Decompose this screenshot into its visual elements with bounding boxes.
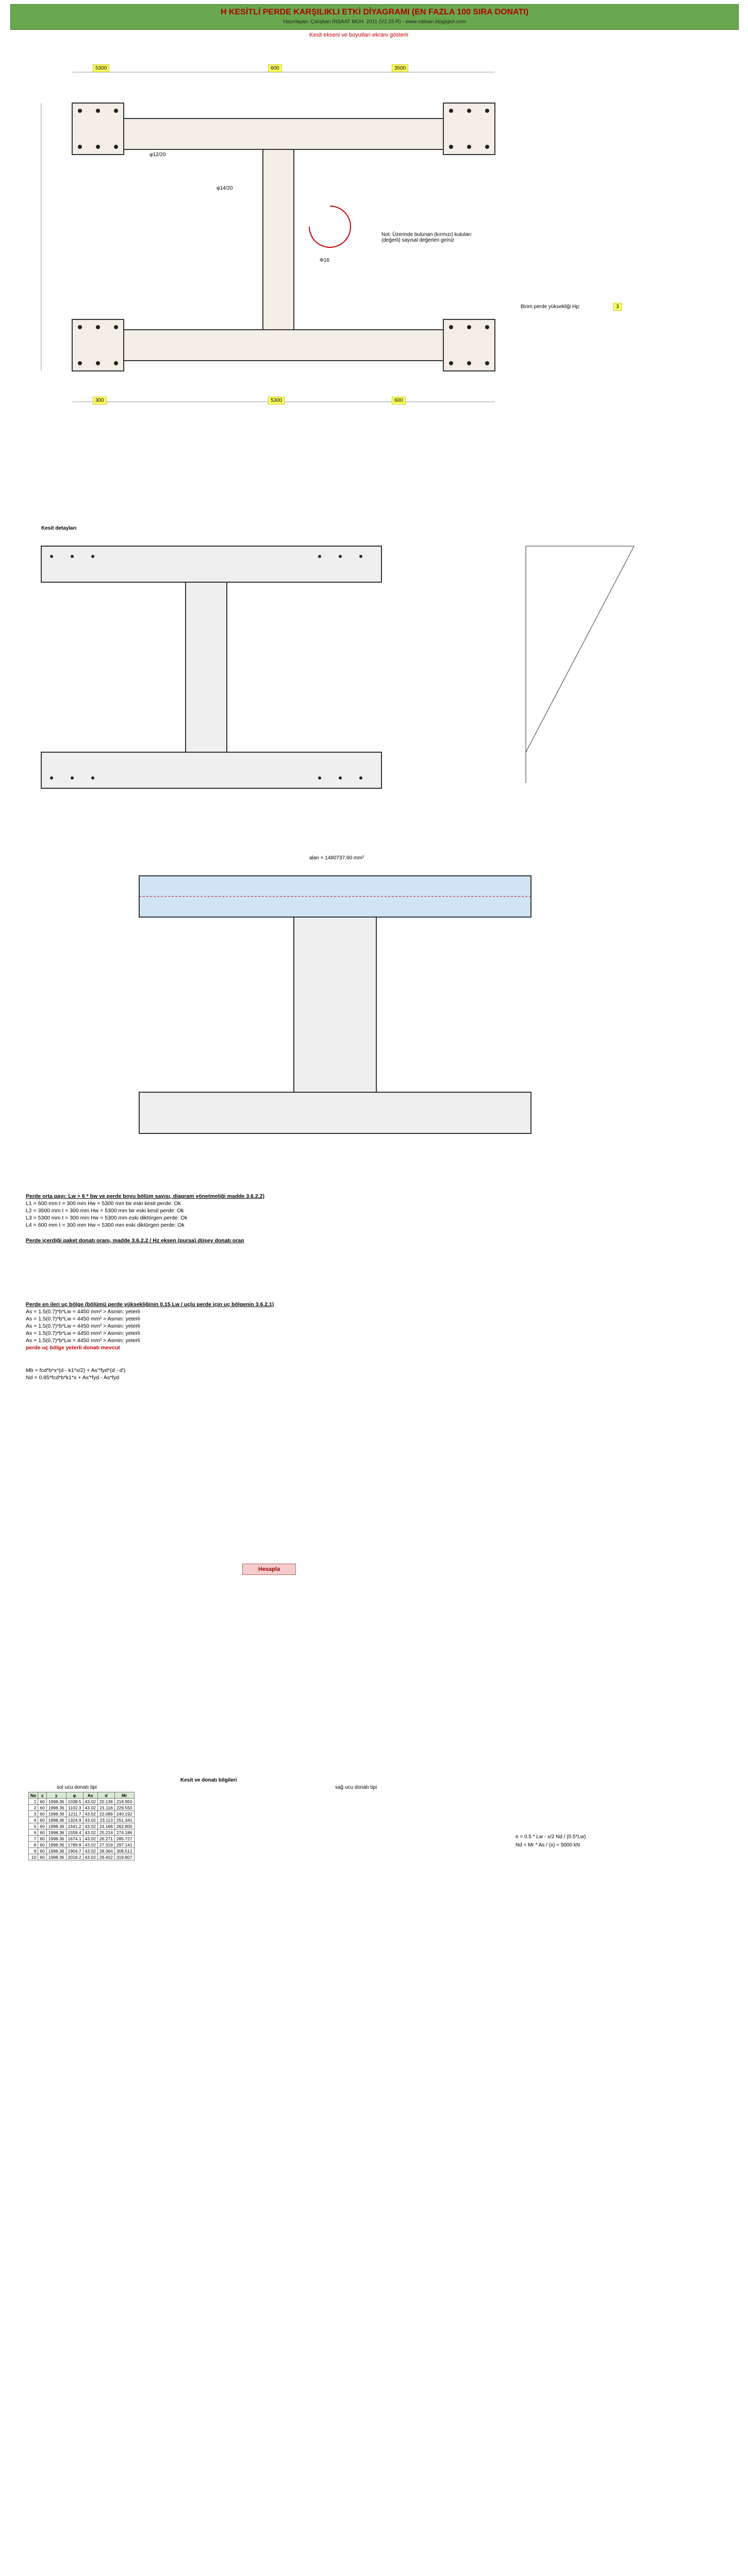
table-row bbox=[29, 1805, 135, 1811]
table-right-title: sağ ucu donatı tipi bbox=[335, 1785, 377, 1790]
table-cell: 28.364 bbox=[97, 1848, 114, 1854]
table-cell: 1441.2 bbox=[66, 1823, 83, 1829]
calc-warning: perde uç bölge yeterli donatı mevcut bbox=[26, 1345, 120, 1351]
table-cell: 1998.36 bbox=[46, 1817, 66, 1823]
table-cell: 25.214 bbox=[97, 1829, 114, 1836]
table-cell: 229.550 bbox=[114, 1805, 134, 1811]
main-table-header: d bbox=[97, 1792, 114, 1799]
table-cell: 43.02 bbox=[83, 1805, 97, 1811]
table-cell: 60 bbox=[38, 1842, 46, 1848]
dim-label-6[interactable]: 600 bbox=[392, 397, 406, 404]
calc-row-1: As = 1.5(0.7)*b*Lw = 4450 mm² > Asmin: yeterli bbox=[26, 1309, 140, 1315]
table-cell: 1998.36 bbox=[46, 1854, 66, 1860]
table-cell: 1998.36 bbox=[46, 1823, 66, 1829]
table-cell: 1 bbox=[29, 1799, 38, 1805]
table-cell: 1102.3 bbox=[66, 1805, 83, 1811]
formula-2: Nd = 0.85*fcd*b*k1*x + As'*fyd - As*fyd bbox=[26, 1375, 120, 1381]
table-cell: 43.02 bbox=[83, 1848, 97, 1854]
page-title: H KESİTLİ PERDE KARŞILIKLI ETKİ DİYAGRAMI (EN FAZLA 100 SIRA DONATI) bbox=[220, 8, 529, 16]
right-calc-1: e = 0.5 * Lw - x/2 Nd / (0.5*Lw) bbox=[516, 1834, 586, 1840]
table-cell: 21.116 bbox=[97, 1805, 114, 1811]
table-cell: 43.02 bbox=[83, 1829, 97, 1836]
table-cell: 60 bbox=[38, 1799, 46, 1805]
calc-row-2: As = 1.5(0.7)*b*Lw = 4450 mm² > Asmin: yeterli bbox=[26, 1316, 140, 1322]
table-cell: 1211.7 bbox=[66, 1811, 83, 1817]
table-cell: 29.402 bbox=[97, 1854, 114, 1860]
title-banner bbox=[10, 4, 739, 30]
table-cell: 26.271 bbox=[97, 1836, 114, 1842]
table-left-title: sol ucu donatı tipi bbox=[57, 1785, 97, 1790]
table-cell: 7 bbox=[29, 1836, 38, 1842]
table-row bbox=[29, 1823, 135, 1829]
table-cell: 20.136 bbox=[97, 1799, 114, 1805]
table-cell: 23.113 bbox=[97, 1817, 114, 1823]
table-cell: 2018.2 bbox=[66, 1854, 83, 1860]
table-row bbox=[29, 1842, 135, 1848]
dim-label-1[interactable]: 5300 bbox=[93, 64, 109, 72]
right-calc-2: Nd = Mr * As / (x) = 5000 kN bbox=[516, 1842, 580, 1848]
main-table-header: As bbox=[83, 1792, 97, 1799]
table-cell: 1038.5 bbox=[66, 1799, 83, 1805]
table-main-title: Kesit ve donatı bilgileri bbox=[180, 1777, 237, 1783]
table-cell: 43.02 bbox=[83, 1836, 97, 1842]
table-row bbox=[29, 1836, 135, 1842]
table-cell: 43.02 bbox=[83, 1854, 97, 1860]
main-table-header: No bbox=[29, 1792, 38, 1799]
calc-line-3: L3 = 5300 mm t = 300 mm Hw = 5300 mm eski diktörgen perde: Ok bbox=[26, 1215, 188, 1221]
table-row bbox=[29, 1811, 135, 1817]
area-label: alan = 1480737.60 mm² bbox=[309, 855, 364, 861]
table-cell: 60 bbox=[38, 1829, 46, 1836]
table-cell: 3 bbox=[29, 1811, 38, 1817]
table-row bbox=[29, 1799, 135, 1805]
calc-line-4: L4 = 600 mm t = 300 mm Hw = 5300 mm eski diktörgen perde: Ok bbox=[26, 1222, 185, 1228]
dim-label-2[interactable]: 600 bbox=[268, 64, 282, 72]
table-cell: 2 bbox=[29, 1805, 38, 1811]
rebar-label-1: φ12/20 bbox=[149, 152, 166, 158]
main-table-header: φ bbox=[66, 1792, 83, 1799]
table-cell: 1998.36 bbox=[46, 1829, 66, 1836]
table-row bbox=[29, 1817, 135, 1823]
table-cell: 1998.36 bbox=[46, 1811, 66, 1817]
table-cell: 262.800 bbox=[114, 1823, 134, 1829]
table-cell: 60 bbox=[38, 1836, 46, 1842]
table-cell: 1789.8 bbox=[66, 1842, 83, 1848]
table-cell: 10 bbox=[29, 1854, 38, 1860]
calc-row-3: As = 1.5(0.7)*b*Lw = 4450 mm² > Asmin: yeterli bbox=[26, 1323, 140, 1329]
table-cell: 22.089 bbox=[97, 1811, 114, 1817]
plan-top-note: Kesit ekseni ve boyutları ekranı gösterir bbox=[309, 32, 409, 38]
section-title: Kesit detayları bbox=[41, 526, 77, 531]
table-cell: 60 bbox=[38, 1817, 46, 1823]
table-cell: 1998.36 bbox=[46, 1836, 66, 1842]
table-cell: 1558.4 bbox=[66, 1829, 83, 1836]
table-cell: 251.341 bbox=[114, 1817, 134, 1823]
table-cell: 43.02 bbox=[83, 1799, 97, 1805]
table-cell: 274.186 bbox=[114, 1829, 134, 1836]
main-table-header: y bbox=[46, 1792, 66, 1799]
table-cell: 8 bbox=[29, 1842, 38, 1848]
formula-1: Mb = fcd*b*x*(d - k1*x/2) + As'*fyd*(d - d') bbox=[26, 1367, 126, 1374]
main-data-table bbox=[28, 1792, 135, 1860]
calc-row-5: As = 1.5(0.7)*b*Lw = 4450 mm² > Asmin: yeterli bbox=[26, 1337, 140, 1344]
side-note: Not: Üzerinde bulunan (kırmızı) kutuları (değerli) sayısal değerleri giriniz bbox=[381, 232, 472, 243]
table-cell: 240.192 bbox=[114, 1811, 134, 1817]
table-cell: 1998.36 bbox=[46, 1848, 66, 1854]
table-cell: 60 bbox=[38, 1805, 46, 1811]
table-cell: 60 bbox=[38, 1811, 46, 1817]
calc-row-4: As = 1.5(0.7)*b*Lw = 4450 mm² > Asmin: yeterli bbox=[26, 1330, 140, 1336]
side-note-2: Birim perde yüksekliği Hp: bbox=[521, 304, 580, 310]
table-cell: 297.141 bbox=[114, 1842, 134, 1848]
table-cell: 308.512 bbox=[114, 1848, 134, 1854]
table-cell: 43.02 bbox=[83, 1817, 97, 1823]
calc-heading-2: Perde içerdiği paket donatı oranı, madde 3.6.2.2 / Hz eksen (pursa) düşey donatı oran bbox=[26, 1238, 244, 1244]
table-cell: 6 bbox=[29, 1829, 38, 1836]
full-section-drawing bbox=[129, 866, 541, 1175]
dim-label-4[interactable]: 300 bbox=[93, 397, 107, 404]
dim-label-3[interactable]: 3500 bbox=[392, 64, 408, 72]
table-cell: 43.02 bbox=[83, 1823, 97, 1829]
table-cell: 1904.7 bbox=[66, 1848, 83, 1854]
table-cell: 43.02 bbox=[83, 1842, 97, 1848]
table-cell: 24.166 bbox=[97, 1823, 114, 1829]
calc-heading-1: Perde orta payı: Lw > 6 * bw ve perde boyu bölüm sayısı, diagram yönetmeliği madde 3.6.2.2) bbox=[26, 1193, 265, 1199]
table-cell: 9 bbox=[29, 1848, 38, 1854]
table-cell: 4 bbox=[29, 1817, 38, 1823]
table-cell: 5 bbox=[29, 1823, 38, 1829]
plan-drawing bbox=[21, 41, 639, 464]
table-cell: 319.807 bbox=[114, 1854, 134, 1860]
page-subtitle: Hazırlayan: Çalışkan İNŞAAT MÜH. 2011 (V2.25 R) - www.calisan.blogspot.com bbox=[283, 19, 466, 25]
table-cell: 1998.36 bbox=[46, 1805, 66, 1811]
table-cell: 60 bbox=[38, 1848, 46, 1854]
main-table-header: Mr bbox=[114, 1792, 134, 1799]
table-cell: 27.319 bbox=[97, 1842, 114, 1848]
dim-label-5[interactable]: 5300 bbox=[268, 397, 285, 404]
calc-section bbox=[26, 1193, 722, 1381]
calc-line-1: L1 = 600 mm t = 300 mm Hw = 5300 mm bir eski kesit perde: Ok bbox=[26, 1200, 181, 1207]
main-table-header: x bbox=[38, 1792, 46, 1799]
table-cell: 1324.9 bbox=[66, 1817, 83, 1823]
table-row bbox=[29, 1829, 135, 1836]
table-cell: 43.02 bbox=[83, 1811, 97, 1817]
table-cell: 218.950 bbox=[114, 1799, 134, 1805]
rebar-label-3: Φ16 bbox=[320, 258, 330, 263]
table-row bbox=[29, 1848, 135, 1854]
table-cell: 285.727 bbox=[114, 1836, 134, 1842]
rebar-label-2: φ14/20 bbox=[217, 185, 233, 191]
table-row bbox=[29, 1854, 135, 1860]
table-cell: 60 bbox=[38, 1823, 46, 1829]
calc-line-2: L2 = 3500 mm t = 300 mm Hw = 5300 mm bir eski kesit perde: Ok bbox=[26, 1208, 184, 1214]
calc-heading-3: Perde en ileri uç bölge (bölümü perde yüksekliğinin 0.15 Lw / uçlu perde için uç bölgenin 3.6.2.1) bbox=[26, 1301, 274, 1308]
table-cell: 1998.36 bbox=[46, 1799, 66, 1805]
table-cell: 1998.36 bbox=[46, 1842, 66, 1848]
table-cell: 60 bbox=[38, 1854, 46, 1860]
calculate-button[interactable]: Hesapla bbox=[242, 1564, 296, 1575]
table-cell: 1674.1 bbox=[66, 1836, 83, 1842]
side-value[interactable]: 3 bbox=[613, 303, 622, 311]
section-drawing bbox=[31, 536, 742, 845]
